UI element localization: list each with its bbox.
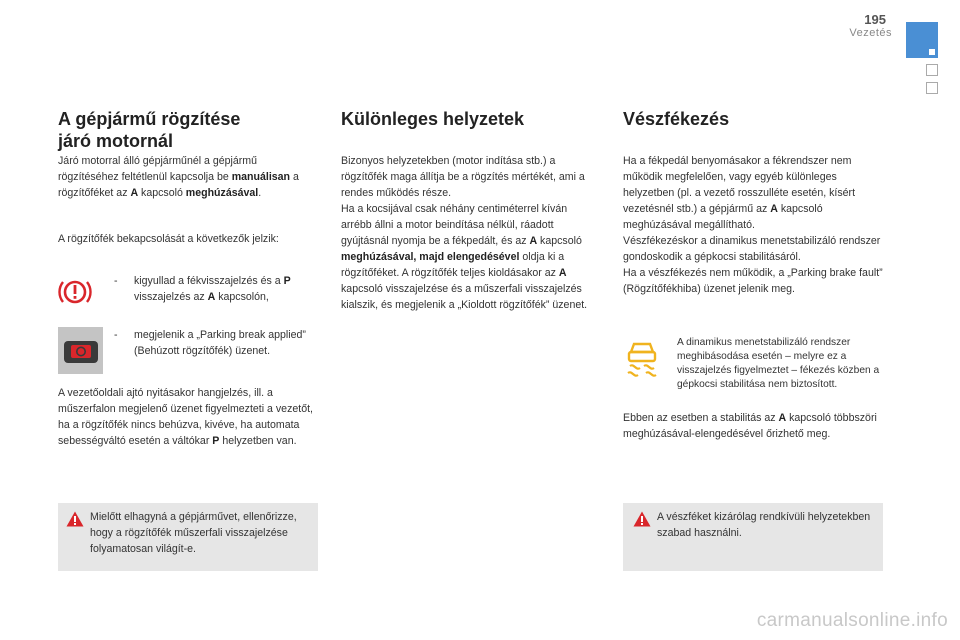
heading-line: A gépjármű rögzítése — [58, 109, 241, 129]
text-run: kapcsoló többszöri meghúzásával-elengedésével őrizhető meg. — [623, 412, 877, 440]
esp-note: A dinamikus menetstabilizáló rendszer meghibásodása esetén – melyre ez a visszajelzés figyelmeztet – fékezés közben a gépkocsi stabilitása nem biztosított. — [677, 337, 880, 390]
col2-para — [341, 153, 598, 313]
page-number: 195 — [864, 12, 886, 27]
text-run: kapcsoló meghúzásával megállítható. Vészfékezéskor a dinamikus menetstabilizáló rendszer gondoskodik a gépkocsi stabilitásáról. Ha a vészfékezés nem működik, a „Parking brake fault” (Rögzítőfékhiba) üzenet jelenik meg. — [623, 203, 883, 295]
text-run: kapcsoló — [537, 235, 582, 247]
col1-title — [58, 108, 318, 152]
text-run: kapcsolón, — [215, 291, 269, 303]
text-run: kigyullad a fékvisszajelzés és a — [134, 275, 284, 287]
heading-line: Különleges helyzetek — [341, 109, 525, 129]
text-run: a rögzítőféket az — [58, 171, 299, 199]
heading-line: járó motornál — [58, 131, 174, 151]
text-run: A — [558, 267, 567, 279]
esp-skid-icon — [624, 338, 660, 378]
text-run: Járó motorral álló gépjárműnél a gépjármű rögzítéséhez feltétlenül kapcsolja be — [58, 155, 258, 183]
text-run: Ebben az esetben a stabilitás az — [623, 412, 779, 424]
bullet-dash: - — [114, 275, 118, 287]
section-title: Vezetés — [849, 27, 892, 39]
warning-box — [623, 503, 883, 571]
text-run: . — [258, 187, 262, 199]
text-run: P — [212, 435, 220, 447]
text-run: meghúzásával — [185, 187, 259, 199]
parking-switch-icon — [58, 327, 103, 374]
text-run: kapcsoló visszajelzése és a műszerfali visszajelzés kialszik, és megjelenik a „Kioldott rögzítőfék” üzenet. — [341, 283, 588, 311]
col3-title — [623, 108, 883, 130]
text-run: Ha a fékpedál benyomásakor a fékrendszer nem működik megfelelően, vagy egyéb különleges helyzetben (pl. a vezető rosszulléte esetén, kísért vezetésnél stb.) a gépjármű az — [623, 155, 856, 215]
text-run: A — [529, 235, 538, 247]
text-run: A — [778, 412, 787, 424]
text-run: meghúzásával, majd elengedésével — [341, 251, 520, 263]
text-run: A — [770, 203, 778, 215]
heading-line: Vészfékezés — [623, 109, 730, 129]
col1-para3 — [58, 385, 320, 449]
text-run: helyzetben van. — [219, 435, 297, 447]
watermark: carmanualsonline.info — [756, 610, 948, 631]
text-run: A vezetőoldali ajtó nyitásakor hangjelzés, ill. a műszerfalon megjelenő üzenet figyelmezteti a vezetőt, ha a rögzítőfék nincs behúzva, kivéve, ha automata sebességváltó esetén a váltókar — [58, 387, 313, 447]
warning-text: Mielőtt elhagyná a gépjárművet, ellenőrizze, hogy a rögzítőfék műszerfali visszajelzése folyamatosan világít-e. — [90, 511, 297, 555]
col1-bullet1 — [134, 273, 320, 305]
col3-para2 — [623, 410, 885, 442]
bullet-dash: - — [114, 329, 118, 341]
text-run: kapcsoló — [138, 187, 186, 199]
chapter-tab[interactable] — [926, 64, 938, 76]
chapter-tab[interactable] — [926, 82, 938, 94]
col3-para1 — [623, 153, 885, 297]
text-run: A — [207, 291, 216, 303]
text-run: A — [130, 187, 139, 199]
text-run: visszajelzés az — [134, 291, 208, 303]
warning-triangle-icon — [633, 511, 651, 532]
text-run: manuálisan — [231, 171, 291, 183]
text-run: P — [283, 275, 291, 287]
tab-square-icon — [929, 49, 935, 55]
col1-para2: A rögzítőfék bekapcsolását a következők jelzik: — [58, 233, 279, 245]
col1-bullet2: megjelenik a „Parking break applied” (Behúzott rögzítőfék) üzenet. — [134, 329, 306, 357]
text-run: Bizonyos helyzetekben (motor indítása stb.) a rögzítőfék maga állítja be a rögzítés mértékét, ami a rendes működés része. Ha a kocsijával csak néhány centiméterrel kíván arrébb állni a motor beindítása nélkül, ráadott gyújtásnál nyomja be a fékpedált, és az — [341, 155, 585, 247]
text-run: oldja ki a rögzítőféket. A rögzítőfék teljes kioldásakor az — [341, 251, 565, 279]
warning-box — [58, 503, 318, 571]
warning-triangle-icon — [66, 511, 84, 532]
chapter-tab-active[interactable] — [906, 22, 938, 58]
brake-warning-icon — [58, 272, 88, 312]
col2-title — [341, 108, 601, 130]
col1-para1 — [58, 153, 320, 201]
warning-text: A vészféket kizárólag rendkívüli helyzetekben szabad használni. — [657, 511, 871, 539]
